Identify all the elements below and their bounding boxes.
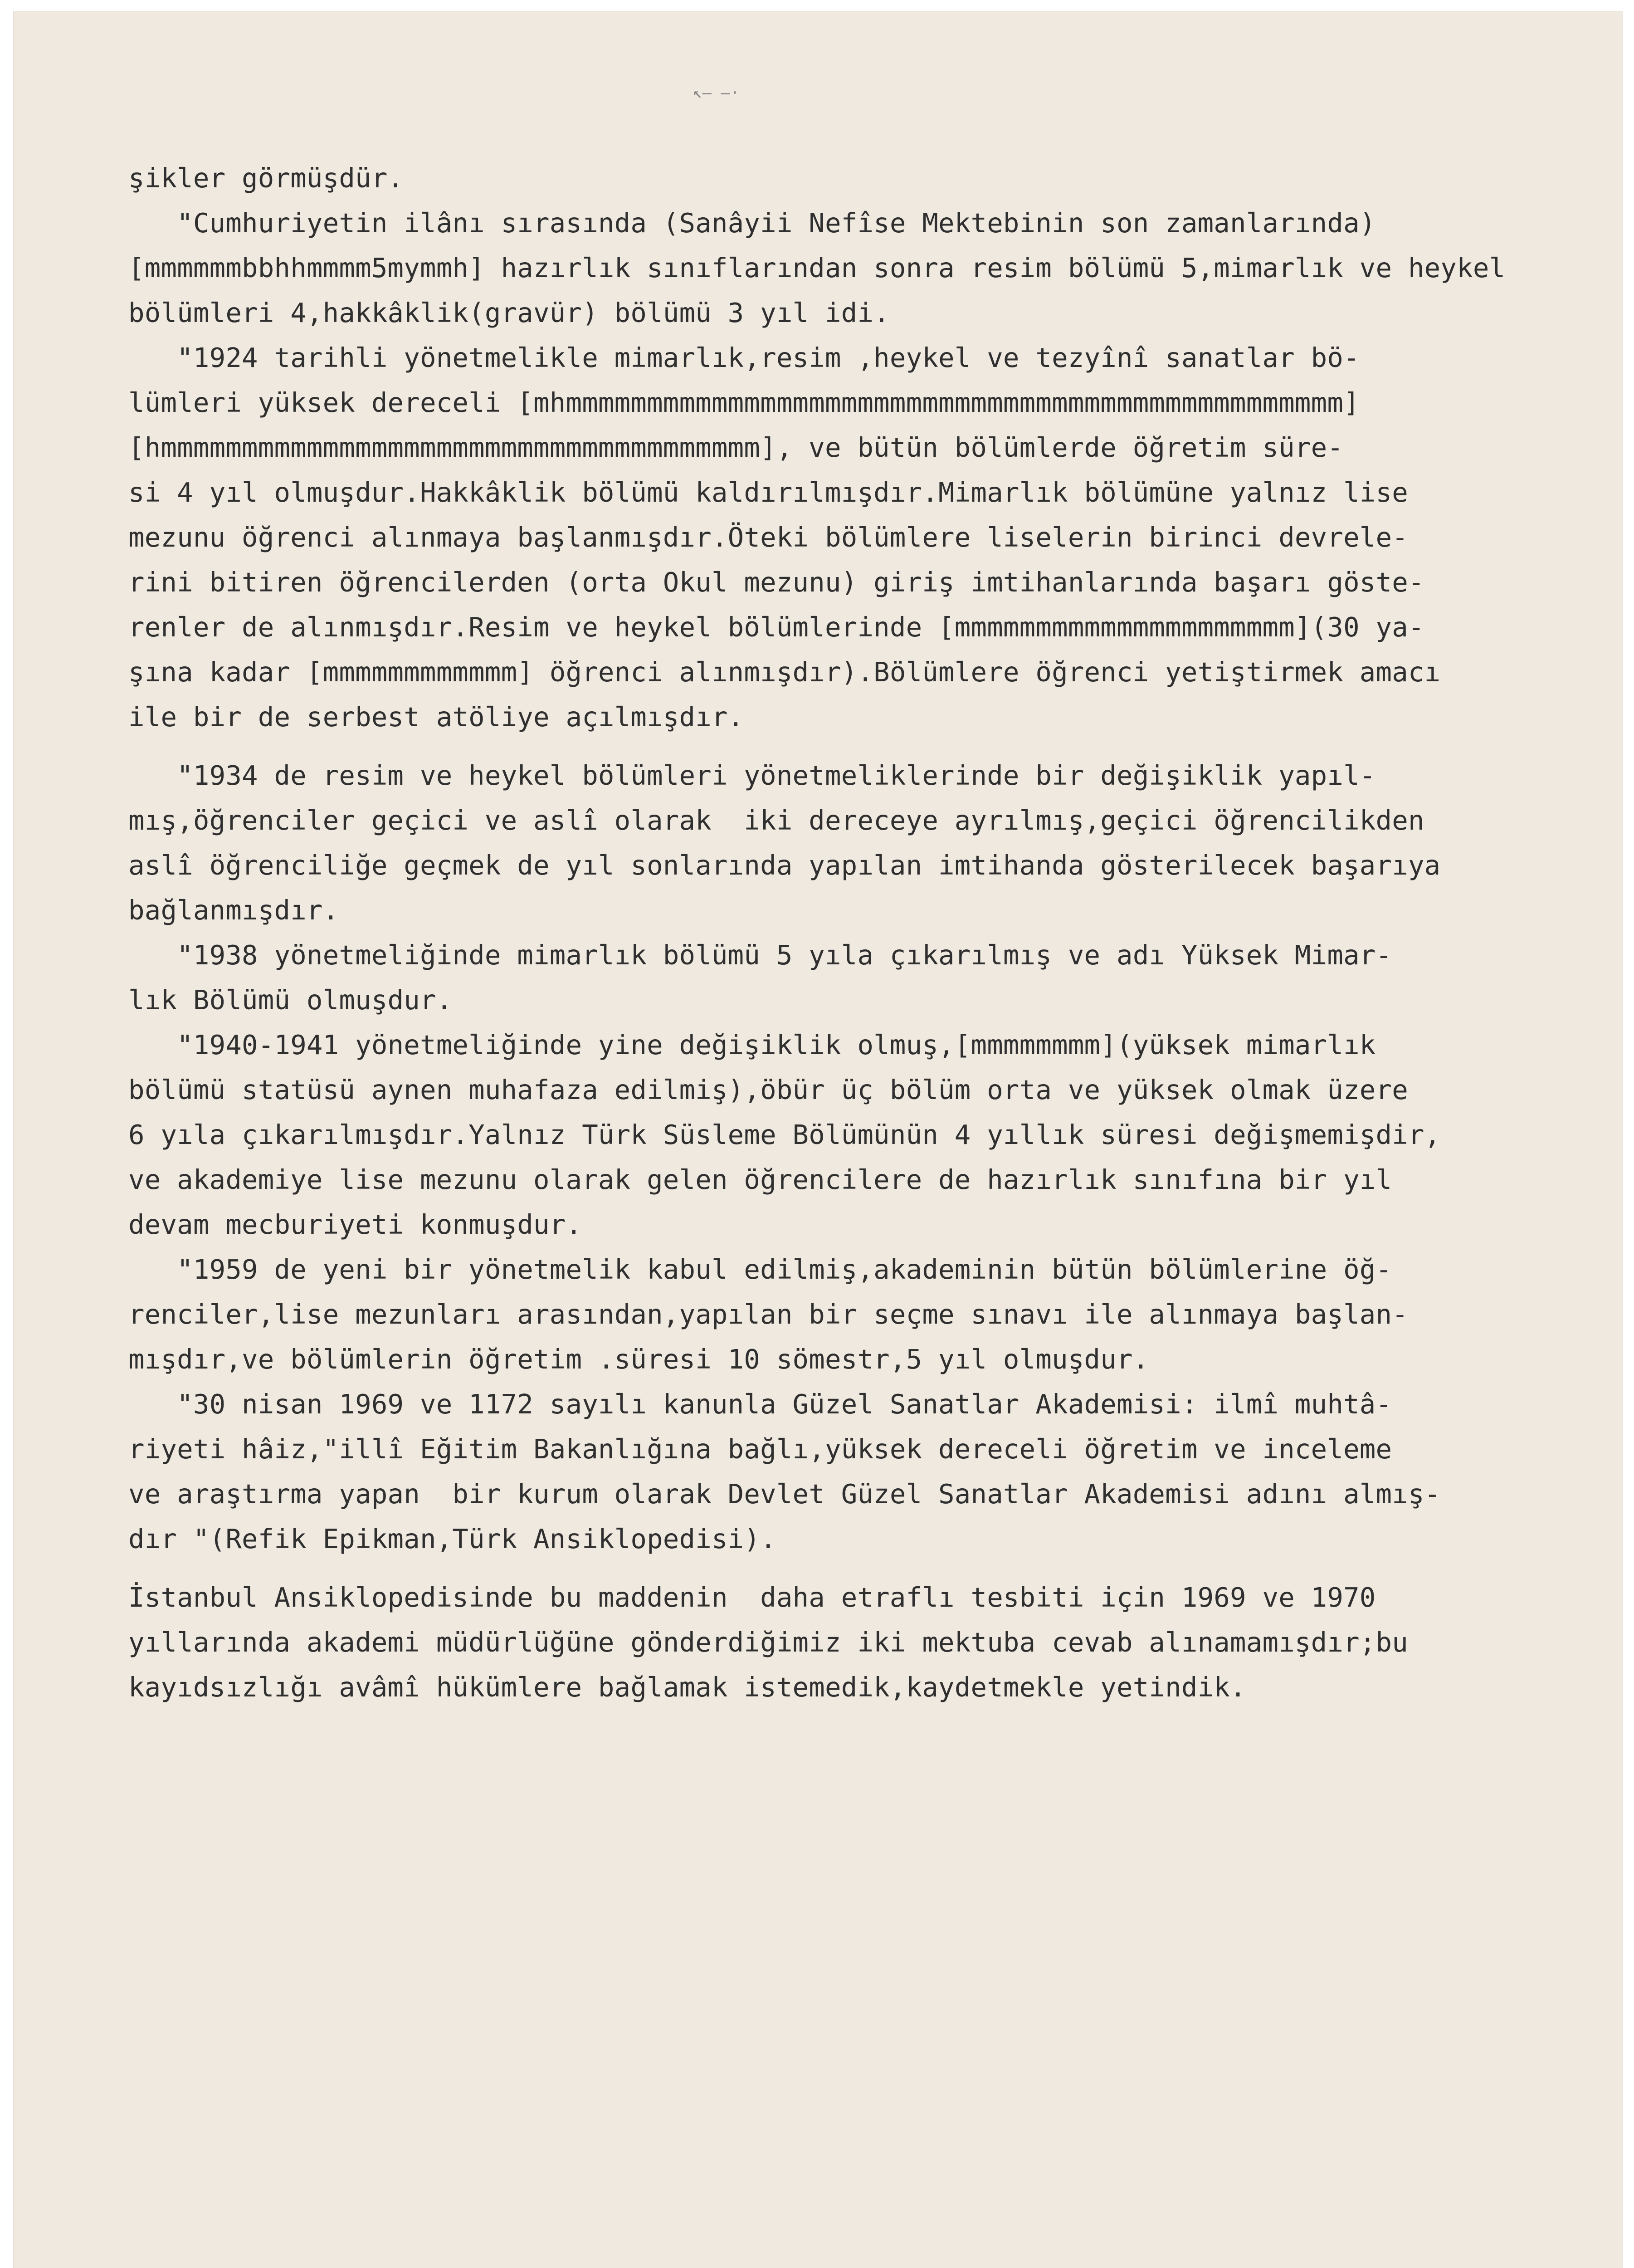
text-line: "1959 de yeni bir yönetmelik kabul edilmiş,akademinin bütün bölümlerine öğ- <box>128 1254 1392 1285</box>
text-line: riyeti hâiz,"illî Eğitim Bakanlığına bağlı,yüksek dereceli öğretim ve inceleme <box>128 1433 1392 1465</box>
text-line: [hmmmmmmmmmmmmmmmmmmmmmmmmmmmmmmmmmmmmm], ve bütün bölümlerde öğretim süre- <box>128 432 1344 463</box>
typewritten-page <box>14 11 1623 2268</box>
text-line: "1938 yönetmeliğinde mimarlık bölümü 5 yıla çıkarılmış ve adı Yüksek Mimar- <box>128 939 1392 971</box>
text-line: "Cumhuriyetin ilânı sırasında (Sanâyii Nefîse Mektebinin son zamanlarında) <box>128 207 1376 239</box>
text-line: renciler,lise mezunları arasından,yapılan bir seçme sınavı ile alınmaya başlan- <box>128 1299 1408 1330</box>
paragraph-gap <box>128 1561 1629 1575</box>
text-line: si 4 yıl olmuşdur.Hakkâklik bölümü kaldırılmışdır.Mimarlık bölümüne yalnız lise <box>128 477 1408 508</box>
text-line: bağlanmışdır. <box>128 894 339 926</box>
text-line: ve araştırma yapan bir kurum olarak Devlet Güzel Sanatlar Akademisi adını almış- <box>128 1478 1441 1510</box>
text-line: kayıdsızlığı avâmî hükümlere bağlamak istemedik,kaydetmekle yetindik. <box>128 1672 1246 1703</box>
text-line: "1940-1941 yönetmeliğinde yine değişiklik olmuş,[mmmmmmmm](yüksek mimarlık <box>128 1029 1376 1061</box>
text-line: ve akademiye lise mezunu olarak gelen öğrencilere de hazırlık sınıfına bir yıl <box>128 1164 1392 1195</box>
text-line: bölümleri 4,hakkâklik(gravür) bölümü 3 yıl idi. <box>128 297 890 328</box>
top-pencil-mark: ↖— —· <box>693 84 740 102</box>
text-line: lık Bölümü olmuşdur. <box>128 984 453 1016</box>
text-line: şına kadar [mmmmmmmmmmmm] öğrenci alınmışdır).Bölümlere öğrenci yetiştirmek amacı <box>128 656 1441 688</box>
text-line: "1934 de resim ve heykel bölümleri yönetmeliklerinde bir değişiklik yapıl- <box>128 760 1376 791</box>
document-body <box>128 156 1629 1710</box>
text-line: şikler görmüşdür. <box>128 162 404 194</box>
paragraph-gap <box>128 739 1629 753</box>
text-line: mış,öğrenciler geçici ve aslî olarak iki dereceye ayrılmış,geçici öğrencilikden <box>128 805 1424 836</box>
text-line: aslî öğrenciliğe geçmek de yıl sonlarında yapılan imtihanda gösterilecek başarıya <box>128 850 1441 881</box>
text-line: renler de alınmışdır.Resim ve heykel bölümlerinde [mmmmmmmmmmmmmmmmmmmmm](30 ya- <box>128 611 1424 643</box>
text-line: bölümü statüsü aynen muhafaza edilmiş),öbür üç bölüm orta ve yüksek olmak üzere <box>128 1074 1408 1105</box>
text-line: "1924 tarihli yönetmelikle mimarlık,resim ,heykel ve tezyînî sanatlar bö- <box>128 342 1360 373</box>
text-line: 6 yıla çıkarılmışdır.Yalnız Türk Süsleme Bölümünün 4 yıllık süresi değişmemişdir, <box>128 1119 1441 1150</box>
text-line: yıllarında akademi müdürlüğüne gönderdiğimiz iki mektuba cevab alınamamışdır;bu <box>128 1627 1408 1658</box>
text-line: dır "(Refik Epikman,Türk Ansiklopedisi). <box>128 1523 776 1554</box>
text-line: mezunu öğrenci alınmaya başlanmışdır.Öteki bölümlere liselerin birinci devrele- <box>128 522 1408 553</box>
text-line: İstanbul Ansiklopedisinde bu maddenin daha etraflı tesbiti için 1969 ve 1970 <box>128 1582 1376 1613</box>
text-line: lümleri yüksek dereceli [mhmmmmmmmmmmmmmmmmmmmmmmmmmmmmmmmmmmmmmmmmmmmmmmmm] <box>128 387 1360 418</box>
text-line: [mmmmmmbbhhmmmm5mymmh] hazırlık sınıflarından sonra resim bölümü 5,mimarlık ve heykel <box>128 252 1506 284</box>
text-line: devam mecburiyeti konmuşdur. <box>128 1209 582 1240</box>
text-line: rini bitiren öğrencilerden (orta Okul mezunu) giriş imtihanlarında başarı göste- <box>128 567 1424 598</box>
text-line: ile bir de serbest atöliye açılmışdır. <box>128 701 744 733</box>
text-line: mışdır,ve bölümlerin öğretim .süresi 10 sömestr,5 yıl olmuşdur. <box>128 1344 1149 1375</box>
text-line: "30 nisan 1969 ve 1172 sayılı kanunla Güzel Sanatlar Akademisi: ilmî muhtâ- <box>128 1388 1392 1420</box>
